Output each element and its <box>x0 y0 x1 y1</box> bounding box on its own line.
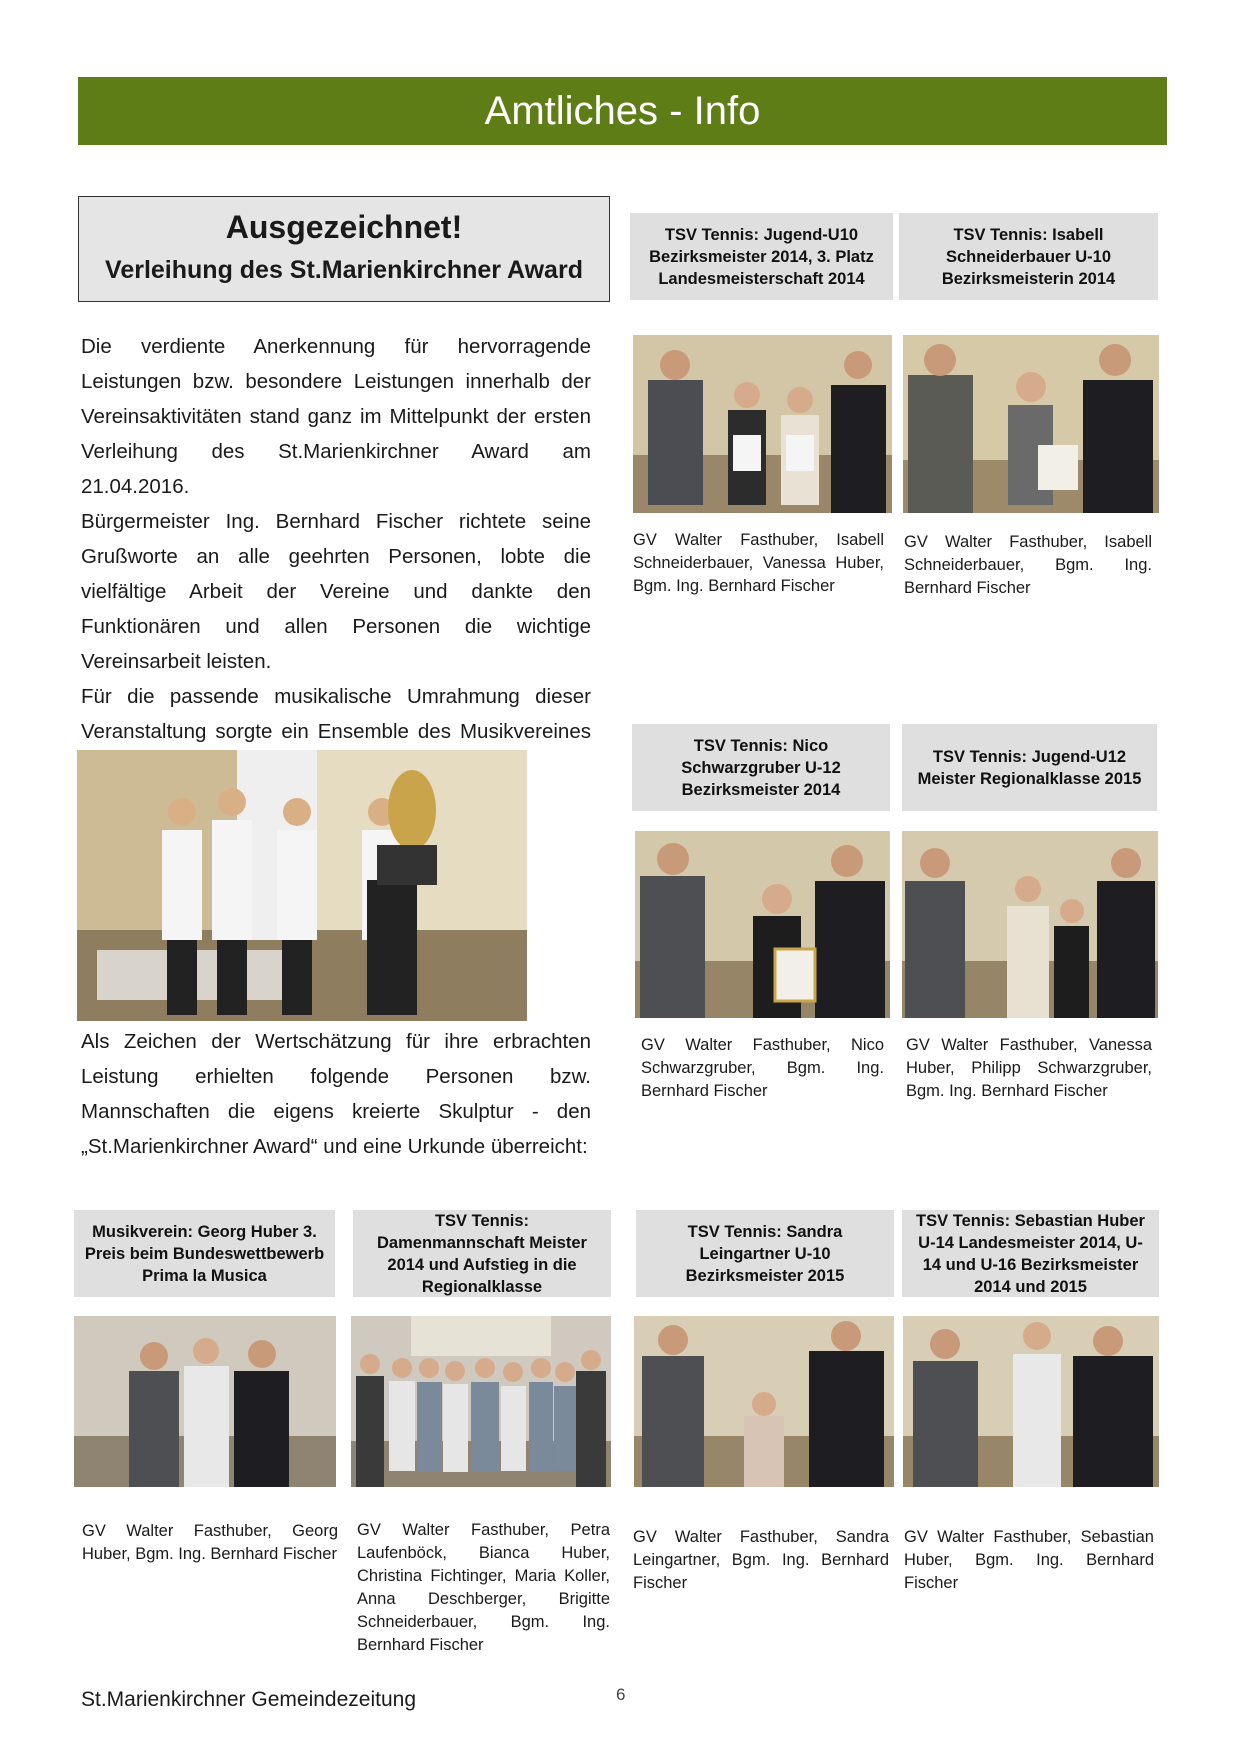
award-photo <box>903 335 1159 513</box>
headline-title: Ausgezeichnet! <box>225 209 463 245</box>
photo-music-ensemble <box>77 750 527 1021</box>
award-caption: GV Walter Fasthuber, Isabell Schneiderbauer, Vanessa Huber, Bgm. Ing. Bernhard Fischer <box>633 531 884 595</box>
award-photo <box>634 1316 894 1487</box>
award-photo <box>903 1316 1159 1487</box>
award-caption: GV Walter Fasthuber, Isabell Schneiderbauer, Bgm. Ing. Bernhard Fischer <box>904 533 1152 597</box>
page-number: 6 <box>616 1685 626 1704</box>
award-title: Musikverein: Georg Huber 3. Preis beim Bundeswettbewerb Prima la Musica <box>74 1210 335 1297</box>
intro-paragraph: Die verdiente Anerkennung für hervorragende Leistungen bzw. besondere Leistungen innerhalb der Vereinsaktivitäten stand ganz im Mittelpunkt der ersten Verleihung des St.Marienkirchner Award am 21.04.2016. <box>81 335 591 498</box>
award-caption: GV Walter Fasthuber, Petra Laufenböck, Bianca Huber, Christina Fichtinger, Maria Koller, Anna Deschberger, Brigitte Schneiderbauer, Bgm. Ing. Bernhard Fischer <box>357 1521 610 1654</box>
award-caption: GV Walter Fasthuber, Sandra Leingartner, Bgm. Ing. Bernhard Fischer <box>633 1528 889 1592</box>
headline-subtitle: Verleihung des St.Marienkirchner Award <box>105 256 583 284</box>
award-photo <box>635 831 890 1018</box>
award-photo <box>74 1316 336 1487</box>
intro-text <box>81 329 591 784</box>
award-title: TSV Tennis: Sebastian Huber U-14 Landesmeister 2014, U-14 und U-16 Bezirksmeister 2014 und 2015 <box>902 1210 1159 1297</box>
award-title: TSV Tennis: Jugend-U10 Bezirksmeister 2014, 3. Platz Landesmeisterschaft 2014 <box>630 213 893 300</box>
intro-paragraph: Bürgermeister Ing. Bernhard Fischer richtete seine Grußworte an alle geehrten Personen, lobte die vielfältige Arbeit der Vereine und dankte den Funktionären und allen Personen die wichtige Vereinsarbeit leisten. <box>81 510 591 673</box>
outro-paragraph: Als Zeichen der Wertschätzung für ihre erbrachten Leistung erhielten folgende Personen bzw. Mannschaften die eigens kreierte Skulptur - den „St.Marienkirchner Award“ und eine Urkunde überreicht: <box>81 1030 591 1158</box>
award-title: TSV Tennis: Nico Schwarzgruber U-12 Bezirksmeister 2014 <box>632 724 890 811</box>
award-title: TSV Tennis: Jugend-U12 Meister Regionalklasse 2015 <box>902 724 1157 811</box>
outro-text <box>81 1024 591 1164</box>
award-photo <box>902 831 1158 1018</box>
publication-name: St.Marienkirchner Gemeindezeitung <box>81 1688 416 1711</box>
award-caption: GV Walter Fasthuber, Sebastian Huber, Bgm. Ing. Bernhard Fischer <box>904 1528 1154 1592</box>
award-caption: GV Walter Fasthuber, Vanessa Huber, Philipp Schwarzgruber, Bgm. Ing. Bernhard Fischer <box>906 1036 1152 1100</box>
section-title: Amtliches - Info <box>484 88 761 133</box>
intro-paragraph: Für die passende musikalische Umrahmung dieser Veranstaltung sorgte ein Ensemble des Musikvereines <box>81 685 591 743</box>
headline-box <box>78 196 610 302</box>
award-photo <box>633 335 892 513</box>
award-caption: GV Walter Fasthuber, Georg Huber, Bgm. Ing. Bernhard Fischer <box>82 1522 338 1563</box>
award-title: TSV Tennis: Damenmannschaft Meister 2014 und Aufstieg in die Regionalklasse <box>353 1210 611 1297</box>
award-caption: GV Walter Fasthuber, Nico Schwarzgruber, Bgm. Ing. Bernhard Fischer <box>641 1036 884 1100</box>
section-banner <box>78 77 1167 145</box>
award-photo <box>351 1316 611 1487</box>
award-title: TSV Tennis: Sandra Leingartner U-10 Bezirksmeister 2015 <box>636 1210 894 1297</box>
award-title: TSV Tennis: Isabell Schneiderbauer U-10 Bezirksmeisterin 2014 <box>899 213 1158 300</box>
